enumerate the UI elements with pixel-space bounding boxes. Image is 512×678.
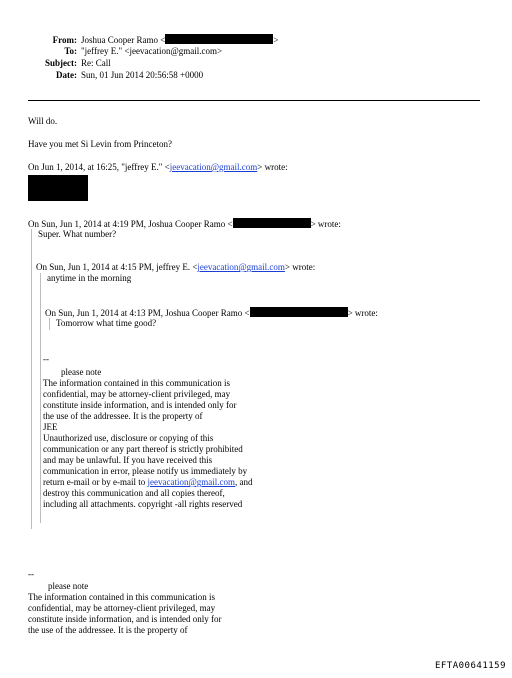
subject-row	[30, 58, 278, 70]
subject-value: Re: Call	[81, 58, 111, 68]
disclaimer-line: communication or any part thereof is strictly prohibited	[43, 444, 243, 454]
redaction-box	[233, 218, 311, 228]
subject-label: Subject:	[45, 58, 77, 68]
document-id: EFTA00641159	[434, 661, 506, 671]
attribution-prefix: On Jun 1, 2014, at 16:25, "jeffrey E." <	[28, 162, 170, 172]
disclaimer-title: please note	[61, 367, 102, 377]
quote-2-text: Super. What number?	[38, 229, 117, 239]
attribution-suffix: > wrote:	[347, 308, 378, 318]
from-value: Joshua Cooper Ramo <	[81, 35, 166, 45]
disclaimer-separator: --	[43, 354, 49, 364]
disclaimer-line-email	[43, 477, 252, 488]
disclaimer-line: The information contained in this communication is	[43, 378, 230, 388]
attribution-suffix: > wrote:	[310, 219, 341, 229]
header-divider	[28, 100, 480, 101]
attribution-suffix: > wrote:	[284, 262, 316, 272]
quote-3-text: anytime in the morning	[47, 273, 132, 283]
body-line-2: Have you met Si Levin from Princeton?	[28, 139, 172, 149]
quote-3-attribution	[36, 262, 315, 273]
disclaimer-line: and may be unlawful. If you have received this	[43, 455, 213, 465]
disclaimer-line: constitute inside information, and is intended only for	[28, 614, 222, 624]
email-header	[30, 34, 278, 82]
body-line-1: Will do.	[28, 116, 58, 126]
redaction-block	[28, 175, 88, 203]
quote-3-block	[40, 273, 497, 523]
email-link[interactable]: jeevacation@gmail.com	[147, 477, 235, 487]
email-link[interactable]: jeevacation@gmail.com	[169, 162, 258, 172]
disclaimer-line: the use of the addressee. It is the property of	[43, 411, 203, 421]
attribution-prefix: On Sun, Jun 1, 2014 at 4:13 PM, Joshua Cooper Ramo <	[45, 308, 250, 318]
disclaimer-line: constitute inside information, and is intended only for	[43, 400, 237, 410]
from-label: From:	[52, 35, 77, 45]
outer-disclaimer	[28, 569, 221, 636]
date-label: Date:	[56, 70, 77, 80]
disclaimer-separator: --	[28, 569, 34, 579]
attribution-prefix: On Sun, Jun 1, 2014 at 4:15 PM, jeffrey E. <	[36, 262, 198, 272]
text-segment: , and	[234, 477, 253, 487]
redaction-box	[28, 175, 88, 201]
text-segment: return e-mail or by e-mail to	[43, 477, 148, 487]
quote-4-block	[49, 318, 157, 330]
disclaimer-line: destroy this communication and all copies thereof,	[43, 488, 225, 498]
quote-1-attribution	[28, 162, 288, 173]
redaction-box	[165, 34, 273, 44]
redaction-box	[250, 307, 348, 317]
date-value: Sun, 01 Jun 2014 20:56:58 +0000	[81, 70, 204, 80]
quote-4-text: Tomorrow what time good?	[56, 318, 157, 328]
disclaimer-line: the use of the addressee. It is the property of	[28, 625, 188, 635]
to-value: "jeffrey E." <jeevacation@gmail.com>	[81, 46, 223, 56]
date-row	[30, 70, 278, 82]
attribution-suffix: > wrote:	[257, 162, 288, 172]
disclaimer-line: including all attachments. copyright -all rights reserved	[43, 499, 243, 509]
email-link[interactable]: jeevacation@gmail.com	[197, 262, 285, 272]
disclaimer-line: The information contained in this communication is	[28, 592, 215, 602]
disclaimer-title: please note	[48, 581, 89, 591]
disclaimer-line: confidential, may be attorney-client privileged, may	[28, 603, 216, 613]
inner-disclaimer	[43, 354, 252, 510]
attribution-prefix: On Sun, Jun 1, 2014 at 4:19 PM, Joshua Cooper Ramo <	[28, 219, 233, 229]
from-row	[30, 34, 278, 46]
from-suffix: >	[273, 35, 279, 45]
disclaimer-line: JEE	[43, 422, 58, 432]
disclaimer-line: confidential, may be attorney-client privileged, may	[43, 389, 231, 399]
quote-2-block	[31, 229, 508, 529]
to-row	[30, 46, 278, 58]
disclaimer-line: Unauthorized use, disclosure or copying of this	[43, 433, 214, 443]
disclaimer-line: communication in error, please notify us immediately by	[43, 466, 248, 476]
to-label: To:	[64, 46, 77, 56]
